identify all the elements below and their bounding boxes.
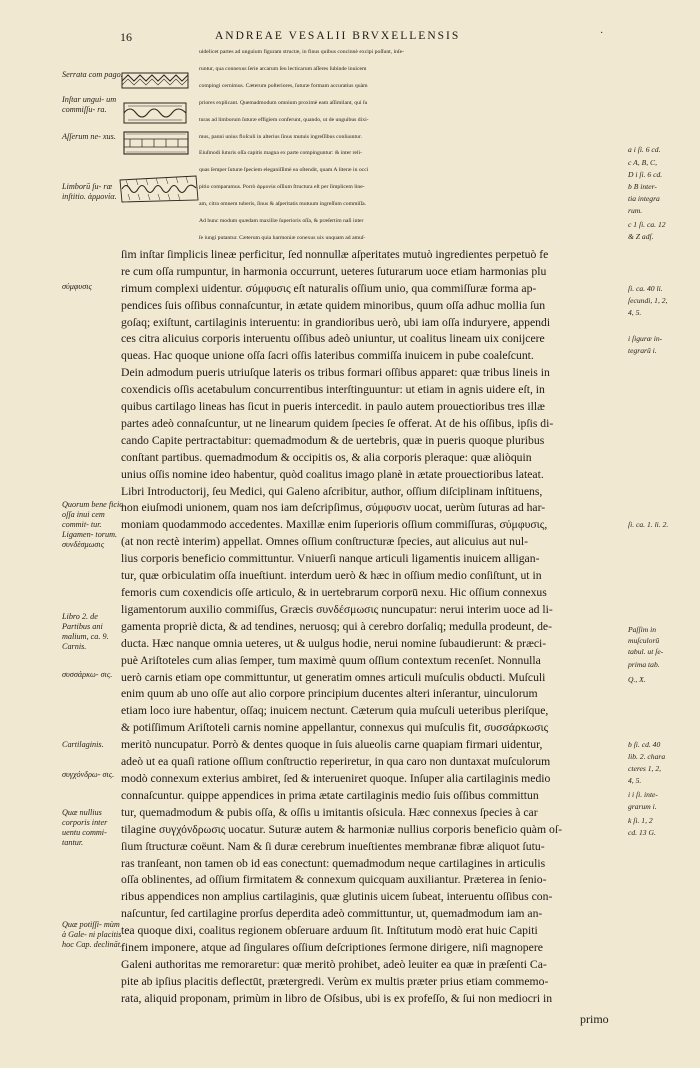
right-note: prima tab. (628, 660, 660, 669)
right-note: lib. 2. chara (628, 752, 666, 761)
text-line: cando Capite pertractabitur: quemadmodum & de uertebris, quæ in pueris quoque pluribus (121, 433, 545, 447)
right-note: cteres 1, 2, (628, 764, 662, 773)
text-line: uidelicet partes ad unguium figuram structæ, in finus quibus concinnè excipi poſſunt, inſe- (199, 49, 405, 55)
text-line: finem imponere, atque ad ſingulares oſſium deſcriptiones ſermone dirigere, niſi magnopere (121, 941, 543, 955)
text-line: Libri Introductorij, ſeu Medici, qui Galeno aſcribitur, author, oſſium diſciplinam inſtituens, (121, 484, 543, 498)
text-line: conſtant partibus. quemadmodum & occipitis os, & alia corporis pleraque: quæ aliòquin (121, 450, 532, 464)
text-line: turas ad limborum ſuturæ effigiem conferunt, quando, ut de unguibus dixi- (199, 116, 369, 123)
text-line: quibus cartilago lineas has ſicut in pueris intercedit. in paulo autem prouectioribus tres illæ (121, 400, 545, 414)
right-note: 4, 5. (628, 776, 642, 785)
right-note: b ſi. cd. 40 (628, 740, 661, 749)
text-line: femoris cum coxendicis oſſe articulo, & in uertebrarum corporū nexu. Hic oſſium connexus (121, 586, 547, 599)
text-line: ſium ſtructuræ coëunt. Nam & ſi duræ cerebrum inueſtientes membranæ fibræ aliquot ſutu- (121, 839, 545, 853)
text-line: ligamentorum auxilio commiſſus, Græcis συνδέσμωσις nuncupatur: nerui interim uoce ad li- (121, 602, 553, 616)
right-note: k ſi. 1, 2 (628, 816, 653, 825)
right-note: 4, 5. (628, 308, 642, 317)
right-note: tia integra (628, 194, 660, 203)
text-line: adeò ut ea quaſi ratione oſſium conſtructio reperiretur, in qua caro non duntaxat muſculorum (121, 755, 551, 769)
text-line: uerò carnis etiam ope committuntur, ut generatim omnes articuli muſculis obducti. Muſculi (121, 670, 546, 684)
corner-mark: · (600, 28, 604, 39)
text-line: (at non rectè interim) appellat. Omnes oſſium conſtructuræ ſpecies, aut alicuius aut nul- (121, 535, 528, 549)
text-line: rata, aliquid proponam, primùm in libro de Oſsibus, ubi is ex profeſſo, & ſui non mediocri in (121, 991, 553, 1005)
right-note: Paſſim in (628, 625, 657, 634)
text-line: lius corporis beneficio committuntur. Vniuerſi nanque articuli ligamentis inuicem alligan- (121, 552, 540, 566)
right-note: c 1 ſi. ca. 12 (628, 220, 666, 229)
left-note-synchondrosis: συγχόνδρω- σις. (62, 770, 115, 779)
text-line: quas ſemper ſuturæ ſpeciem eleganiſſimè ea oſtendit, quam A literæ in occi (199, 167, 369, 174)
catchword: primo (580, 1012, 609, 1026)
text-line: meritò nuncupatur. Porrò & dentes quoque in ſuis alueolis carne quapiam firmari uidentur, (121, 738, 543, 752)
text-line: connaſcuntur. quippe appendices in prima ætate cartilaginis medio ſuis oſſibus committun (121, 788, 539, 802)
text-line: oſſa oblinentes, ad oſſium firmitatem & connexum quicquam auxiliantur. Præterea in ſenio- (121, 873, 547, 887)
text-line: pite ab ipſius placitis deflectūt, prætergredi. Verùm ex multis præter prius etiam commemo- (121, 974, 549, 988)
right-note: & Z adſ. (628, 232, 654, 241)
left-note-limborum: Limborū ſu- ræ inſtitio. ἁρμονία. (62, 182, 117, 201)
running-head: ANDREAE VESALII BRVXELLENSIS (215, 30, 461, 42)
text-line: puè Ariſtoteles cum alias ſemper, tum maximè quum oſſium contextum recenſet. Nonnulla (121, 653, 541, 667)
text-line: ſim inſtar ſimplicis lineæ perficitur, ſed nonnullæ aſperitates mutuò ingredientes perpetuò fe (121, 247, 549, 261)
right-note: ſi. ca. 40 li. (628, 284, 663, 293)
left-note-galeni: Quæ potiſſi- mùm à Gale- ni placitis hoc Cap. declināt. (62, 920, 123, 949)
text-line: compingi cernimus. Cæterum poſteriores, ſuturæ formam accuratius quàm (199, 82, 368, 89)
right-note: grarum i. (628, 802, 657, 811)
text-line: gamenta propriè dicta, & ad tendines, neruosq; qui à cerebro dorſaliq; medulla prodeunt, de- (121, 619, 552, 633)
right-note: tegrarū i. (628, 346, 657, 355)
right-note: ſi. ca. 1. li. 2. (628, 520, 669, 529)
text-line: non eiuſmodi unionem, quam nos iam deſcripſimus, σύμφυσιν uocat, uerùm ſuturas ad har- (121, 501, 546, 515)
right-note: muſculorū (628, 636, 660, 645)
right-note: a i ſi. 6 cd. (628, 145, 661, 154)
text-line: ſe iungi putantur. Cæterum quia harmoniæ conexus uix unquam ad amuſ- (199, 234, 366, 241)
text-line: tilagine συγχόνδρωσις uocatur. Suturæ autem & harmoniæ nullius corporis beneficio quàm oſ- (121, 822, 562, 836)
left-note-serrata: Serrata com pago. (62, 70, 123, 79)
text-line: rimum complexi uidentur. σύμφυσις eſt naturalis oſſium unio, qua commiſſuræ forma ap- (121, 281, 537, 295)
text-line: coxendicis oſſis acetabulum concurrentibus interſtinguuntur: ut etiam in agnis uidere eſt, in (121, 383, 545, 397)
right-note: c A, B, C, (628, 158, 657, 167)
text-line: queas. Hac quoque unione oſſa ſacri oſſis lateribus commiſſa inuicem in pube coaleſcunt. (121, 349, 534, 363)
text-line: runtur, qua connexus ſerie arcarum ſeu lecticarum aſſeres ſubinde inuicem (199, 65, 367, 72)
text-line: etiam loco iure habentur, oſſaq; inuicem nectunt. Cæterum quia muſculi ueteribus pleriſque, (121, 704, 549, 718)
main-text-column (121, 44, 623, 1008)
text-line: partes adeò connaſcuntur, ut ne linearum quidem ſpecies ſe offerat. At de his oſſibus, ipſis di- (121, 416, 554, 430)
right-note: D i ſi. 6 cd. (628, 170, 663, 179)
text-line: tur, quæ orbiculatim oſſa inueſtiunt. interdum uerò & hæc in oſſium medio conſiſtunt, ut in (121, 569, 542, 583)
left-note-nullius: Quæ nullius corporis inter uentu commi- tantur. (62, 808, 108, 847)
right-note: cd. 13 G. (628, 828, 656, 837)
text-line: priores explicant. Quemadmodum omnium proximè eam aſſimilant, qui ſu (199, 99, 368, 106)
text-line: tea quoque dixi, coalitus regionem obſeruare arduum ſit. Inſtitutum modò erat huic Capiti (121, 924, 538, 938)
right-note: i ſiguræ in- (628, 334, 663, 343)
left-note-partibus: Libro 2. de Partibus ani malium, ca. 9. Carnis. (62, 612, 109, 651)
text-line: enim quum ab uno oſſe aut alio corpore principium ducentes alteri inſerantur, uinculorum (121, 687, 538, 701)
text-line: modò connexum exterius ambiret, ſed & interueniret quoque. Inſuper alia cartilaginis medio (121, 771, 551, 785)
text-line: tur, quemadmodum & pubis oſſa, & oſſis u imitantis oſsicula. Hæc connexus ſpecies à car (121, 805, 538, 819)
right-note: ſecundi, 1, 2, (628, 296, 668, 305)
text-line: naſcuntur, ſed cartilagine prorſus deperdita adeò committuntur, ut, quemadmodum iam an- (121, 907, 543, 921)
left-note-ligamentorum: Quorum bene ficio oſſa inui cem commit- tur. Ligamen- torum. συνδέσμωσις (62, 500, 124, 549)
left-note-symphysis: σύμφυσις (62, 282, 92, 291)
text-line: Eiuſmodi ſuturis oſſa capitis magna ex parte compinguntur: & inter reli- (199, 150, 363, 157)
text-line: goſaq; exiſtunt, cartilaginis interuentu: in grandioribus uerò, ubi iam oſſa indurуere, appendi (121, 315, 551, 329)
text-line: ces citra alicuius corporis interuentu oſſibus adeò uniuntur, ut coalitus lineam uix conijcere (121, 332, 545, 346)
text-line: Ad hunc modum quædam maxillæ ſuperioris oſſa, & præſertim naſi inter (199, 218, 364, 225)
text-line: & potiſſimum Ariſtoteli carnis nomine appellantur, connexus qui muſculis fit, συσσάρκωσις (121, 721, 549, 735)
text-line: pitio comparamus. Porrò ἁρμονία oſſium ſtructura eſt per ſimplicem line- (199, 184, 365, 191)
right-note: Q., X. (628, 675, 646, 684)
text-line: am, citra omnem tuberis, ſinus & aſperitatis mutuum ingreſſum commiſſa. (199, 201, 367, 208)
text-line: mus, panni unius floſculi in alterius ſinus mutuis ingreſſibus conſuuntur. (199, 133, 362, 140)
text-line: pendices ſuis oſſibus connaſcuntur, in ætate quidem minoribus, quum oſſa adhuc mollia ſun (121, 298, 546, 312)
text-line: Dein admodum pueris utriuſque lateris os tribus formari oſſibus apparet: quæ tribus lineis in (121, 366, 550, 380)
right-note: b B inter- (628, 182, 657, 191)
right-note: tabul. ut ſe- (628, 647, 664, 656)
text-line: ras tranſeant, non tamen ob id eas conectunt: quemadmodum neque cartilagines in articulis (121, 856, 546, 870)
page-number: 16 (120, 30, 132, 44)
right-note: rum. (628, 206, 643, 215)
right-note: i i ſi. inte- (628, 790, 658, 799)
left-note-cartilaginis: Cartilaginis. (62, 740, 104, 749)
left-note-syssarcosis: συσσάρκω- σις. (62, 670, 113, 679)
text-line: ribus appendices non amplius cartilaginis, quæ glutinis uicem ſubeat, interuentu oſſibus con- (121, 890, 553, 904)
text-line: unius oſſis nomine ideo habentur, quòd coalitus imago planè in ætate prouectioribus lateat. (121, 467, 544, 481)
text-line: moniam quodammodo accedentes. Maxillæ enim ſuperioris oſſium commiſſuras, σύμφυσις, (121, 518, 548, 532)
left-note-unguium: Inſtar ungui- um commiſſu- ra. (62, 95, 117, 114)
text-line: Galeni authoritas me remoraretur: quæ meritò prohibet, adeò leuiter ea quæ in præſenti Ca- (121, 957, 547, 971)
text-line: re cum oſſa rumpuntur, in harmonia occurrunt, ueteres ſuturarum uoce etiam harmonias plu (121, 264, 547, 278)
text-line: ducta. Hæc nanque omnia ueteres, ut & uulgus hodie, nerui nomine ſubaudierunt: & præci- (121, 636, 547, 650)
left-note-asserum: Aſſerum ne- xus. (62, 132, 116, 141)
